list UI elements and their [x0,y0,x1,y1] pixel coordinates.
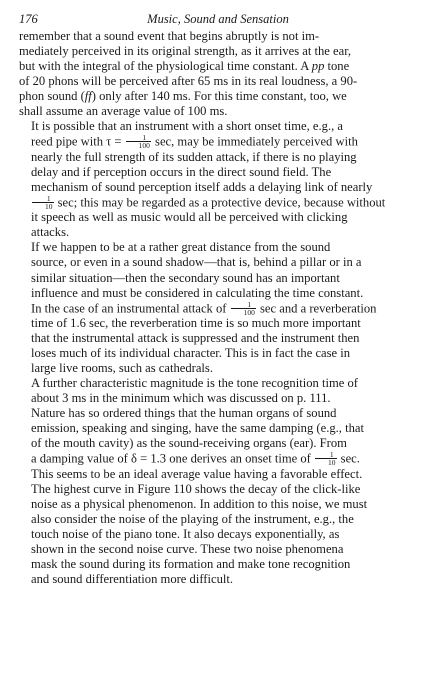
dynamic-marking-ff: ff [84,89,92,104]
text-line: it speech as well as music would all be perceived with clicking [31,210,348,225]
text-line: phon sound (ff) only after 140 ms. For this time constant, too, we [19,89,347,104]
running-header [0,12,436,28]
text-line: It is possible that an instrument with a short onset time, e.g., a [31,119,343,134]
paragraph-1 [19,29,422,119]
body-text [19,29,422,587]
text-line: of the mouth cavity) as the sound-receiving organs (ear). From [31,436,347,451]
text-line: attacks. [31,225,70,240]
text-line: shall assume an average value of 100 ms. [19,104,228,119]
fraction: $\frac{1}{10}$ [32,195,54,210]
text-line: source, or even in a sound shadow—that is, behind a pillar or in a [31,255,362,270]
text-line: A further characteristic magnitude is the tone recognition time of [31,376,358,391]
text-line: $\frac{1}{10}$ sec; this may be regarded as a protective device, because without [19,195,422,210]
text-line: delay and if perception occurs in the direct sound field. The [31,164,332,179]
text-line: In the case of an instrumental attack of $\frac{1}{100}$ sec and a reverberation [31,299,377,317]
text-line: loses much of its individual character. This is in fact the case in [31,346,351,361]
paragraph-4 [19,376,422,406]
text-line: and sound differentiation more difficult. [31,572,234,587]
text-line: noise as a physical phenomenon. In addition to this noise, we must [31,496,368,511]
text-line: touch noise of the piano tone. It also decays exponentially, as [31,527,340,542]
paragraph-2 [19,119,422,240]
text-line: The highest curve in Figure 110 shows the decay of the click-like [31,481,361,496]
text-line: about 3 ms in the minimum which was discussed on p. 111. [31,391,331,406]
text-line: similar situation—then the secondary sound has an important [31,270,340,285]
text-line: mask the sound during its formation and make tone recognition [31,557,351,572]
dynamic-marking-pp: pp [311,59,325,74]
paragraph-3 [19,240,422,376]
fraction: $\frac{1}{10}$ [315,451,337,466]
text-line: time of 1.6 sec, the reverberation time is so much more important [31,316,361,331]
text-line: Nature has so ordered things that the human organs of sound [31,406,337,421]
text-line: This seems to be an ideal average value having a favorable effect. [31,466,363,481]
fraction: $\frac{1}{100}$ [231,301,256,316]
text-line: emission, speaking and singing, have the same damping (e.g., that [31,421,364,436]
fraction: $\frac{1}{100}$ [126,134,151,149]
paragraph-6 [19,482,422,587]
text-line: mediately perceived in its original strength, as it arrives at the ear, [19,44,352,59]
running-title: Music, Sound and Sensation [147,12,289,26]
text-line: remember that a sound event that begins abruptly is not im- [19,29,320,43]
text-line: reed pipe with τ = $\frac{1}{100}$ sec, may be immediately perceived with [31,133,358,151]
text-line: mechanism of sound perception itself adds a delaying link of nearly [31,179,373,194]
text-line: shown in the second noise curve. These two noise phenomena [31,542,344,557]
text-line: influence and must be considered in calculating the time constant. [31,285,364,300]
text-line: that the instrumental attack is suppressed and the instrument then [31,331,360,346]
text-line: of 20 phons will be perceived after 65 ms in its real loudness, a 90- [19,74,358,89]
text-line: large live rooms, such as cathedrals. [31,361,213,376]
text-line: a damping value of δ = 1.3 one derives an onset time of $\frac{1}{10}$ sec. [31,450,360,468]
text-line: nearly the full strength of its sudden attack, if there is no playing [31,149,357,164]
text-line: If we happen to be at a rather great distance from the sound [31,240,331,255]
page-number: 176 [19,12,38,26]
paragraph-5 [19,406,422,482]
text-line: but with the integral of the physiological time constant. A pp tone [19,59,350,74]
text-line: also consider the noise of the playing of the instrument, e.g., the [31,512,354,526]
